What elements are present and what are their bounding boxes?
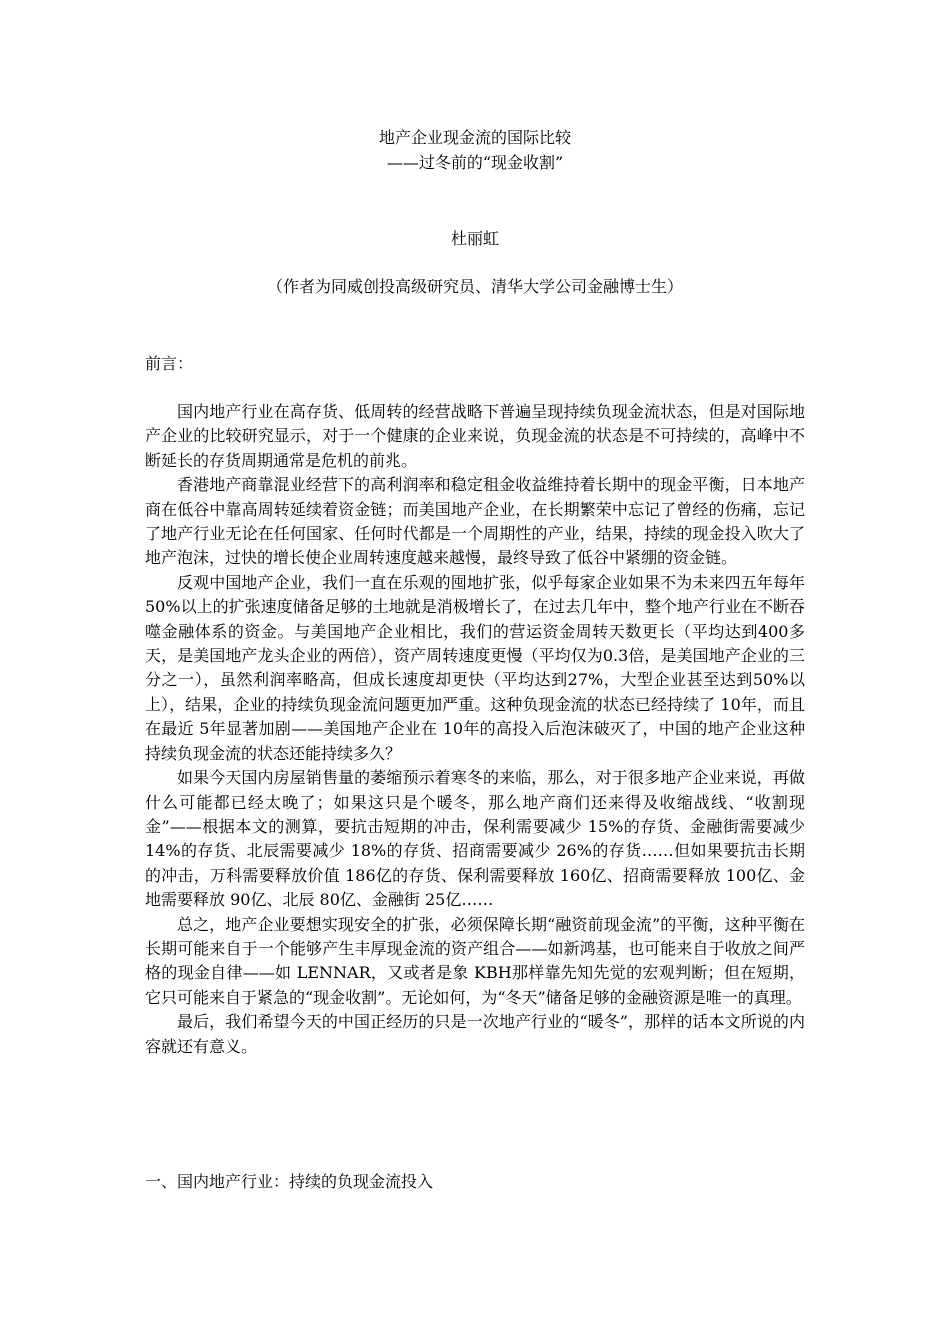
- document-title: 地产企业现金流的国际比较: [378, 128, 571, 147]
- paragraph-3: 反观中国地产企业，我们一直在乐观的囤地扩张，似乎每家企业如果不为未来四五年每年50%以上的扩张速度储备足够的土地就是消极增长了，在过去几年中，整个地产行业在不断吞噬金融体系的资金。与美国地产企业相比，我们的营运资金周转天数更长（平均达到400多天，是美国地产龙头企业的两倍），资产周转速度更慢（平均仅为0.3倍，是美国地产企业的三分之一），虽然利润率略高，但成长速度却更快（平均达到27%，大型企业甚至达到50%以上），结果，企业的持续负现金流问题更加严重。这种负现金流的状态已经持续了 10年，而且在最近 5年显著加剧——美国地产企业在 10年的高投入后泡沫破灭了，中国的地产企业这种持续负现金流的状态还能持续多久？: [145, 572, 805, 763]
- paragraph-6: 最后，我们希望今天的中国正经历的只是一次地产行业的“暖冬”，那样的话本文所说的内容就还有意义。: [145, 1012, 805, 1056]
- document-subtitle: ——过冬前的“现金收割”: [386, 153, 564, 172]
- preface-body: [145, 400, 805, 1059]
- paragraph-2: 香港地产商靠混业经营下的高利润率和稳定租金收益维持着长期中的现金平衡，日本地产商在低谷中靠高周转延续着资金链；而美国地产企业，在长期繁荣中忘记了曾经的伤痛，忘记了地产行业无论在任何国家、任何时代都是一个周期性的产业，结果，持续的现金投入吹大了地产泡沫，过快的增长使企业周转速度越来越慢，最终导致了低谷中紧绷的资金链。: [145, 475, 805, 568]
- author-name: 杜丽虹: [450, 229, 499, 248]
- section-heading: 一、国内地产行业：持续的负现金流投入: [145, 1172, 434, 1191]
- author-affiliation: （作者为同威创投高级研究员、清华大学公司金融博士生）: [266, 277, 683, 296]
- paragraph-1: 国内地产行业在高存货、低周转的经营战略下普遍呈现持续负现金流状态，但是对国际地产企业的比较研究显示，对于一个健康的企业来说，负现金流的状态是不可持续的，高峰中不断延长的存货周期通常是危机的前兆。: [145, 402, 805, 470]
- paragraph-5: 总之，地产企业要想实现安全的扩张，必须保障长期“融资前现金流”的平衡，这种平衡在长期可能来自于一个能够产生丰厚现金流的资产组合——如新鸿基，也可能来自于收放之间严格的现金自律——如 LENNAR，又或者是象 KBH那样靠先知先觉的宏观判断；但在短期，它只可能来自于紧急的“现金收割”。无论如何，为“冬天”储备足够的金融资源是唯一的真理。: [145, 914, 805, 1007]
- preface-heading: 前言：: [145, 354, 194, 373]
- paragraph-4: 如果今天国内房屋销售量的萎缩预示着寒冬的来临，那么，对于很多地产企业来说，再做什么可能都已经太晚了；如果这只是个暖冬，那么地产商们还来得及收缩战线、“收割现金”——根据本文的测算，要抗击短期的冲击，保利需要减少 15%的存货、金融街需要减少 14%的存货、北辰需要减少 18%的存货、招商需要减少 26%的存货……但如果要抗击长期的冲击，万科需要释放价值 186亿的存货、保利需要释放 160亿、招商需要释放 100亿、金地需要释放 90亿、北辰 80亿、金融街 25亿……: [145, 768, 805, 910]
